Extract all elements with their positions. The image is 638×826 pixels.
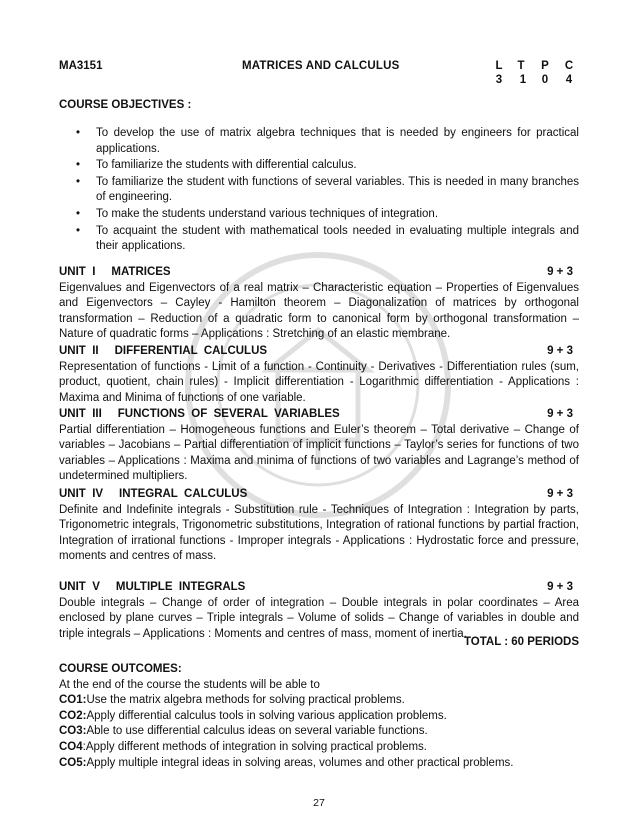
list-item: • To make the students understand various techniques of integration. [59, 207, 579, 223]
ltpc-value-c: 4 [565, 74, 573, 86]
unit-text: Definite and Indefinite integrals - Substitution rule - Techniques of Integration : Integration by parts, Trigonometric integrals, Trigonometric substitutions, Integration of rational functions by partial fraction, Integration of irrational functions - Improper integrals - Applications : Hydrostatic force and pressure, moments and centres of mass. [59, 503, 579, 563]
outcome-code: CO4 [59, 740, 83, 753]
unit-title: UNIT IV INTEGRAL CALCULUS [59, 488, 248, 500]
list-item: • To acquaint the student with mathematical tools needed in evaluating multiple integrals and their applications. [59, 224, 579, 255]
unit-4 [59, 487, 579, 565]
outcome-text: Use the matrix algebra methods for solving practical problems. [86, 694, 405, 707]
total-periods: TOTAL : 60 PERIODS [463, 636, 579, 648]
outcome-code: CO1: [59, 694, 87, 707]
list-item [59, 740, 579, 756]
unit-hours: 9 + 3 [547, 345, 573, 357]
course-code: MA3151 [59, 60, 103, 72]
outcome-code: CO5: [59, 756, 87, 769]
outcome-text: Apply multiple integral ideas in solving areas, volumes and other practical problems. [86, 756, 514, 769]
ltpc-label-l: L [495, 60, 503, 72]
outcome-text: Able to use differential calculus ideas on several variable functions. [86, 725, 428, 738]
list-item [59, 724, 579, 740]
outcomes-intro: At the end of the course the students will be able to [59, 678, 320, 691]
unit-title: UNIT I MATRICES [59, 266, 171, 278]
unit-hours: 9 + 3 [547, 488, 573, 500]
ltpc-label-p: P [541, 60, 549, 72]
unit-heading [59, 487, 579, 503]
list-item: • To familiarize the student with functions of several variables. This is needed in many branches of engineering. [59, 175, 579, 206]
unit-heading [59, 265, 579, 281]
ltpc-value-t: 1 [519, 74, 527, 86]
ltpc-label-t: T [517, 60, 525, 72]
unit-title: UNIT V MULTIPLE INTEGRALS [59, 581, 246, 593]
unit-text: Double integrals – Change of order of integration – Double integrals in polar coordinates – Area enclosed by plane curves – Triple integrals – Volume of solids – Change of variables in double and triple integrals – Applications : Moments and centres of mass, moment of inertia. [59, 596, 579, 640]
ltpc-value-p: 0 [541, 74, 549, 86]
unit-heading [59, 580, 579, 596]
unit-5 [59, 580, 579, 642]
unit-title: UNIT II DIFFERENTIAL CALCULUS [59, 345, 268, 357]
unit-1 [59, 265, 579, 343]
unit-hours: 9 + 3 [547, 408, 573, 420]
unit-text: Representation of functions - Limit of a function - Continuity - Derivatives - Differentiation rules (sum, product, quotient, chain rules) - Implicit differentiation - Logarithmic differentiation - Applications : Maxima and Minima of functions of one variable. [59, 360, 579, 404]
objectives-heading: COURSE OBJECTIVES : [59, 99, 192, 111]
outcome-code: CO2: [59, 709, 87, 722]
ltpc-label-c: C [564, 60, 574, 72]
list-item [59, 709, 579, 725]
list-item [59, 756, 579, 772]
unit-2 [59, 344, 579, 406]
outcome-code: CO3: [59, 725, 87, 738]
unit-hours: 9 + 3 [547, 266, 573, 278]
list-item: • To develop the use of matrix algebra techniques that is needed by engineers for practical applications. [59, 126, 579, 157]
course-header [59, 60, 579, 90]
outcome-text: Apply differential calculus tools in solving various application problems. [86, 709, 447, 722]
ltpc-value-l: 3 [495, 74, 503, 86]
unit-hours: 9 + 3 [547, 581, 573, 593]
unit-heading [59, 407, 579, 423]
list-item [59, 693, 579, 709]
outcomes-heading: COURSE OUTCOMES: [59, 663, 182, 675]
unit-text: Partial differentiation – Homogeneous functions and Euler’s theorem – Total derivative – Change of variables – Jacobians – Partial differentiation of implicit functions – Taylor’s series for functions of two variables – Applications : Maxima and minima of functions of two variables and Lagrange’s method of undetermined multipliers. [59, 423, 579, 483]
objectives-list [59, 126, 579, 256]
unit-3 [59, 407, 579, 485]
outcome-text: :Apply different methods of integration in solving practical problems. [82, 740, 427, 753]
outcomes-section [59, 662, 579, 771]
unit-title: UNIT III FUNCTIONS OF SEVERAL VARIABLES [59, 408, 340, 420]
page-number: 27 [313, 797, 325, 809]
unit-text: Eigenvalues and Eigenvectors of a real matrix – Characteristic equation – Properties of Eigenvalues and Eigenvectors – Cayley - Hamilton theorem – Diagonalization of matrices by orthogonal transformation – Reduction of a quadratic form to canonical form by orthogonal transformation – Nature of quadratic forms – Applications : Stretching of an elastic membrane. [59, 281, 579, 341]
course-title: MATRICES AND CALCULUS [242, 60, 400, 72]
list-item: • To familiarize the students with differential calculus. [59, 158, 579, 174]
unit-heading [59, 344, 579, 360]
